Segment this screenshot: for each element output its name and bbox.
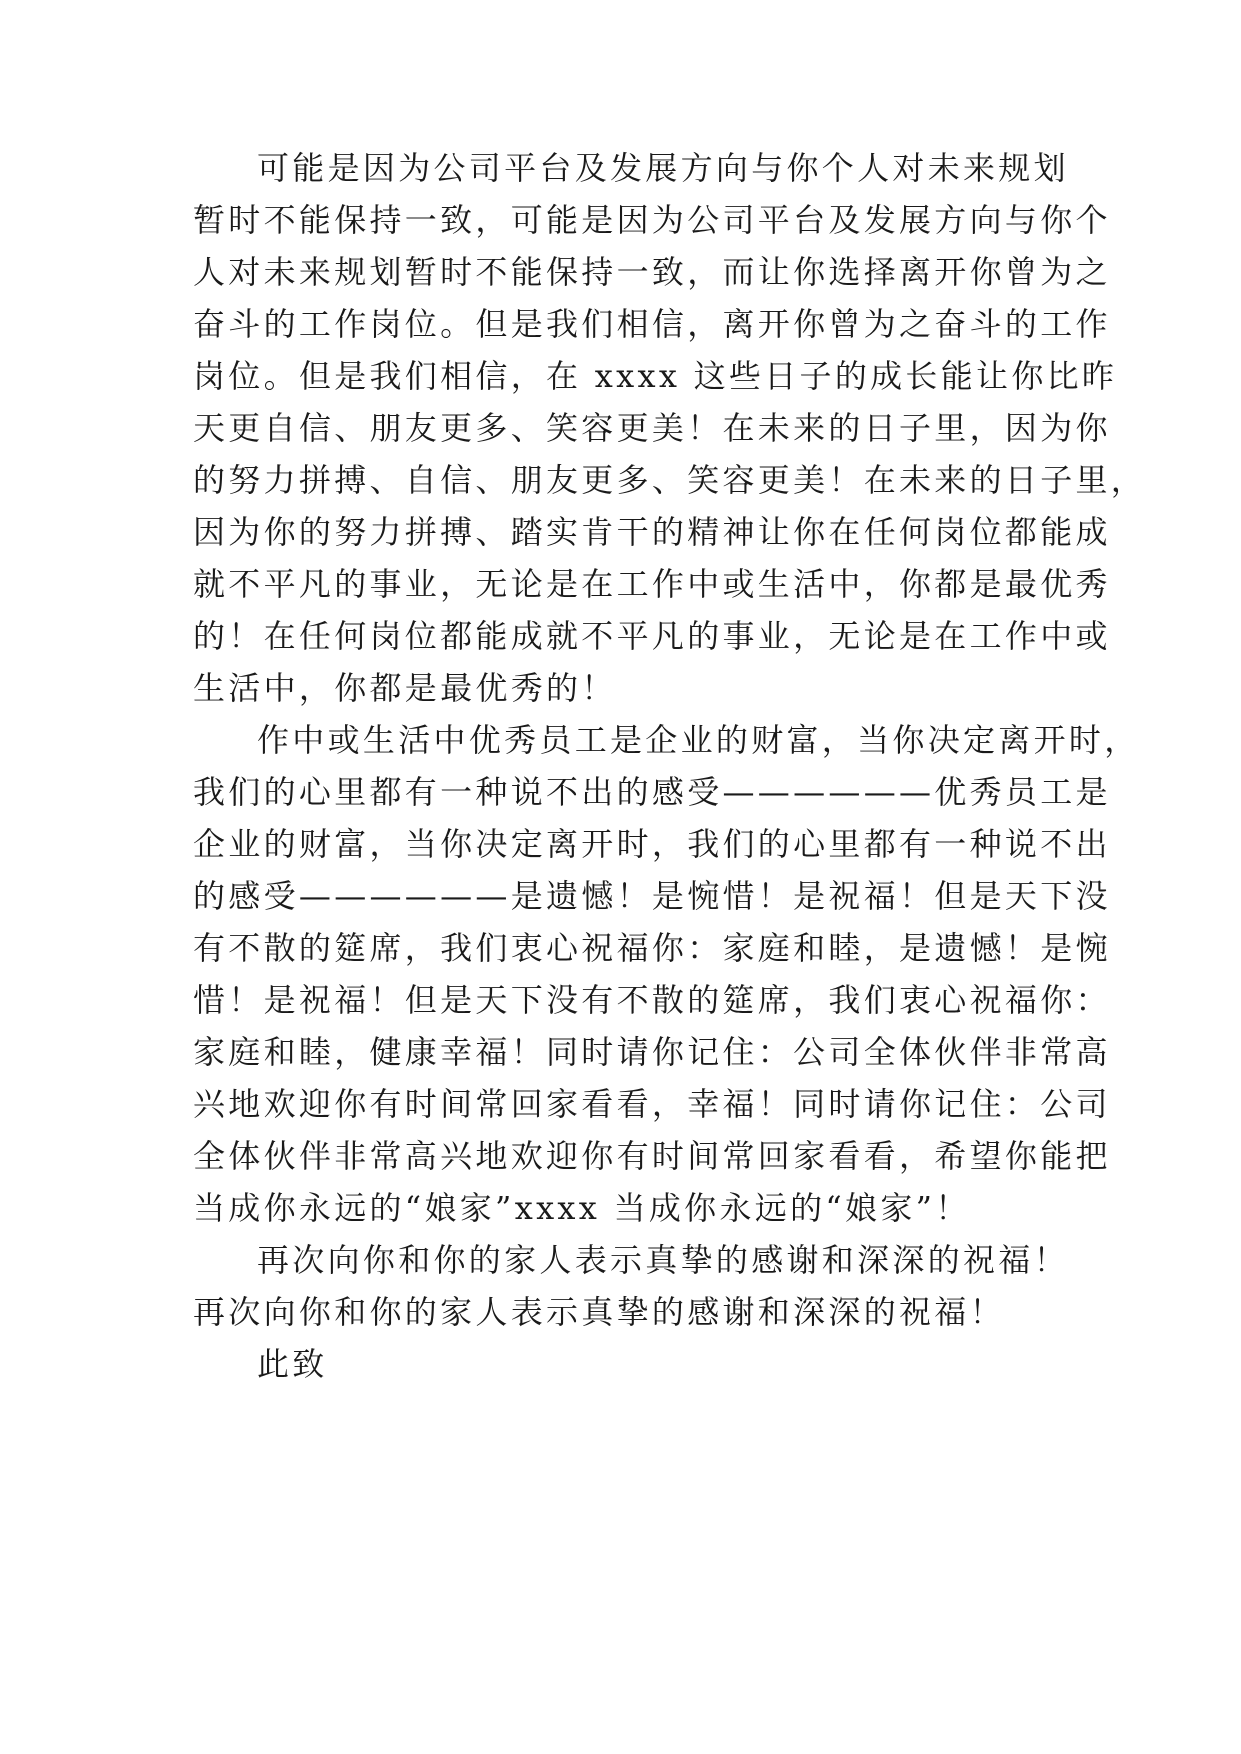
text-line: 企业的财富，当你决定离开时，我们的心里都有一种说不出	[193, 825, 1111, 863]
closing-line: 此致	[257, 1345, 328, 1383]
text-line: 可能是因为公司平台及发展方向与你个人对未来规划	[257, 149, 1069, 187]
text-line: 就不平凡的事业，无论是在工作中或生活中，你都是最优秀	[193, 565, 1111, 603]
text-line: 再次向你和你的家人表示真挚的感谢和深深的祝福！	[257, 1241, 1069, 1279]
text-line: 家庭和睦，健康幸福！同时请你记住：公司全体伙伴非常高	[193, 1033, 1111, 1071]
text-line: 当成你永远的“娘家”xxxx 当成你永远的“娘家”！	[193, 1189, 971, 1227]
text-line: 生活中，你都是最优秀的！	[193, 669, 617, 707]
text-line: 岗位。但是我们相信，在 xxxx 这些日子的成长能让你比昨	[193, 357, 1118, 395]
text-line: 有不散的筵席，我们衷心祝福你：家庭和睦，是遗憾！是惋	[193, 929, 1111, 967]
text-line: 的！在任何岗位都能成就不平凡的事业，无论是在工作中或	[193, 617, 1111, 655]
text-line: 的努力拼搏、自信、朋友更多、笑容更美！在未来的日子里，	[193, 461, 1147, 499]
text-line: 全体伙伴非常高兴地欢迎你有时间常回家看看，希望你能把	[193, 1137, 1111, 1175]
text-line: 天更自信、朋友更多、笑容更美！在未来的日子里，因为你	[193, 409, 1111, 447]
text-line: 暂时不能保持一致，可能是因为公司平台及发展方向与你个	[193, 201, 1111, 239]
text-line: 作中或生活中优秀员工是企业的财富，当你决定离开时，	[257, 721, 1140, 759]
text-line: 再次向你和你的家人表示真挚的感谢和深深的祝福！	[193, 1293, 1005, 1331]
text-line: 人对未来规划暂时不能保持一致，而让你选择离开你曾为之	[193, 253, 1111, 291]
text-line: 兴地欢迎你有时间常回家看看，幸福！同时请你记住：公司	[193, 1085, 1111, 1123]
text-line: 奋斗的工作岗位。但是我们相信，离开你曾为之奋斗的工作	[193, 305, 1111, 343]
text-line: 惜！是祝福！但是天下没有不散的筵席，我们衷心祝福你：	[193, 981, 1111, 1019]
text-line: 的感受——————是遗憾！是惋惜！是祝福！但是天下没	[193, 877, 1111, 915]
text-line: 我们的心里都有一种说不出的感受——————优秀员工是	[193, 773, 1111, 811]
text-line: 因为你的努力拼搏、踏实肯干的精神让你在任何岗位都能成	[193, 513, 1111, 551]
